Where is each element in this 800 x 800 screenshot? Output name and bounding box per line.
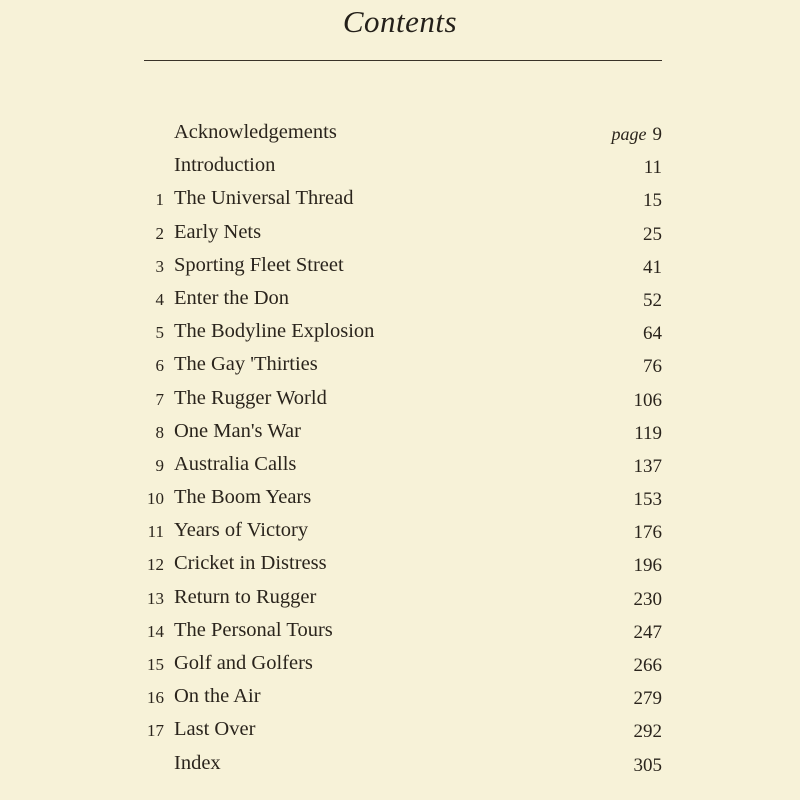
toc-entry <box>0 116 800 149</box>
chapter-number: 17 <box>147 721 164 741</box>
chapter-title: The Universal Thread <box>174 187 354 210</box>
chapter-title: The Boom Years <box>174 486 312 509</box>
chapter-number: 4 <box>155 289 164 309</box>
title-rule <box>144 60 662 61</box>
page-value: 305 <box>633 754 662 776</box>
chapter-title: Introduction <box>174 154 276 177</box>
toc-entry <box>0 448 800 481</box>
page-number <box>643 184 662 217</box>
page-value: 41 <box>643 256 662 278</box>
page-number <box>643 218 662 251</box>
page-number <box>643 317 662 350</box>
chapter-title: Acknowledgements <box>174 121 337 143</box>
page-title: Contents <box>342 4 458 39</box>
page-number <box>644 151 662 184</box>
chapter-title: Enter the Don <box>174 286 289 309</box>
chapter-title: Return to Rugger <box>174 585 317 608</box>
toc-entry <box>0 348 800 381</box>
chapter-title: Golf and Golfers <box>174 652 313 674</box>
toc-entry <box>0 514 800 547</box>
chapter-number: 1 <box>155 190 164 210</box>
page-value: 25 <box>643 223 662 245</box>
chapter-title: Australia Calls <box>174 452 297 475</box>
toc-entry <box>0 382 800 415</box>
table-of-contents <box>0 116 800 780</box>
toc-entry <box>0 680 800 713</box>
toc-entry <box>0 647 800 680</box>
page-value: 196 <box>633 555 662 577</box>
page-value: 279 <box>633 688 662 710</box>
chapter-number: 9 <box>155 455 164 475</box>
chapter-number: 7 <box>155 389 164 409</box>
chapter-title: The Gay 'Thirties <box>174 353 318 376</box>
toc-entry <box>0 415 800 448</box>
chapter-title: Index <box>174 751 221 774</box>
page-value: 52 <box>643 289 662 311</box>
page-number <box>634 682 663 715</box>
page-number <box>634 516 663 549</box>
chapter-number: 12 <box>147 555 164 575</box>
chapter-title: Last Over <box>174 718 256 741</box>
page-number <box>634 384 663 417</box>
chapter-title: The Personal Tours <box>174 618 333 641</box>
chapter-number: 14 <box>147 621 164 641</box>
page-value: 153 <box>633 489 662 511</box>
chapter-title: Cricket in Distress <box>174 552 327 575</box>
chapter-title: Early Nets <box>174 220 262 243</box>
toc-entry <box>0 747 800 780</box>
toc-entry <box>0 282 800 315</box>
page-value: 230 <box>633 588 662 610</box>
toc-entry <box>0 481 800 514</box>
toc-entry <box>0 581 800 614</box>
chapter-number: 16 <box>147 688 164 708</box>
page-number <box>643 350 662 383</box>
page-value: 9 <box>652 124 662 145</box>
page-number <box>634 483 663 516</box>
toc-entry <box>0 547 800 580</box>
page-value: 15 <box>643 190 662 212</box>
chapter-title: The Bodyline Explosion <box>174 320 375 343</box>
page-value: 266 <box>633 655 662 676</box>
page-value: 11 <box>643 157 662 179</box>
chapter-number: 10 <box>147 489 164 509</box>
page-value: 176 <box>633 522 662 544</box>
toc-entry <box>0 249 800 282</box>
chapter-number: 15 <box>147 655 164 674</box>
page-number <box>634 616 663 649</box>
chapter-number: 8 <box>155 422 164 442</box>
page-value: 106 <box>633 389 662 411</box>
chapter-number: 13 <box>147 588 164 608</box>
page-number <box>634 749 663 782</box>
chapter-number: 5 <box>155 323 164 343</box>
toc-entry <box>0 216 800 249</box>
page-number <box>634 649 663 682</box>
chapter-title: Years of Victory <box>174 519 309 542</box>
chapter-number: 2 <box>155 223 164 243</box>
chapter-title: On the Air <box>174 685 261 708</box>
page-value: 137 <box>633 455 662 477</box>
page-number <box>612 118 663 151</box>
chapter-title: The Rugger World <box>174 386 327 409</box>
chapter-number: 3 <box>155 256 164 276</box>
page-number <box>634 715 663 748</box>
page-number <box>643 251 662 284</box>
chapter-title: One Man's War <box>174 419 301 442</box>
toc-entry <box>0 182 800 215</box>
page-number <box>634 450 663 483</box>
toc-entry <box>0 149 800 182</box>
page-number <box>643 284 662 317</box>
toc-entry <box>0 315 800 348</box>
page-number <box>634 549 663 582</box>
chapter-number: 11 <box>147 522 164 542</box>
page-value: 64 <box>643 323 662 345</box>
toc-entry <box>0 614 800 647</box>
chapter-number: 6 <box>155 356 164 376</box>
page-number <box>634 417 662 450</box>
page-label: page <box>611 124 647 144</box>
page-value: 247 <box>633 621 662 643</box>
page-value: 292 <box>633 721 662 743</box>
page-value: 119 <box>634 422 662 444</box>
chapter-title: Sporting Fleet Street <box>174 253 344 276</box>
toc-entry <box>0 713 800 746</box>
page-number <box>634 583 663 616</box>
page-value: 76 <box>643 356 662 378</box>
